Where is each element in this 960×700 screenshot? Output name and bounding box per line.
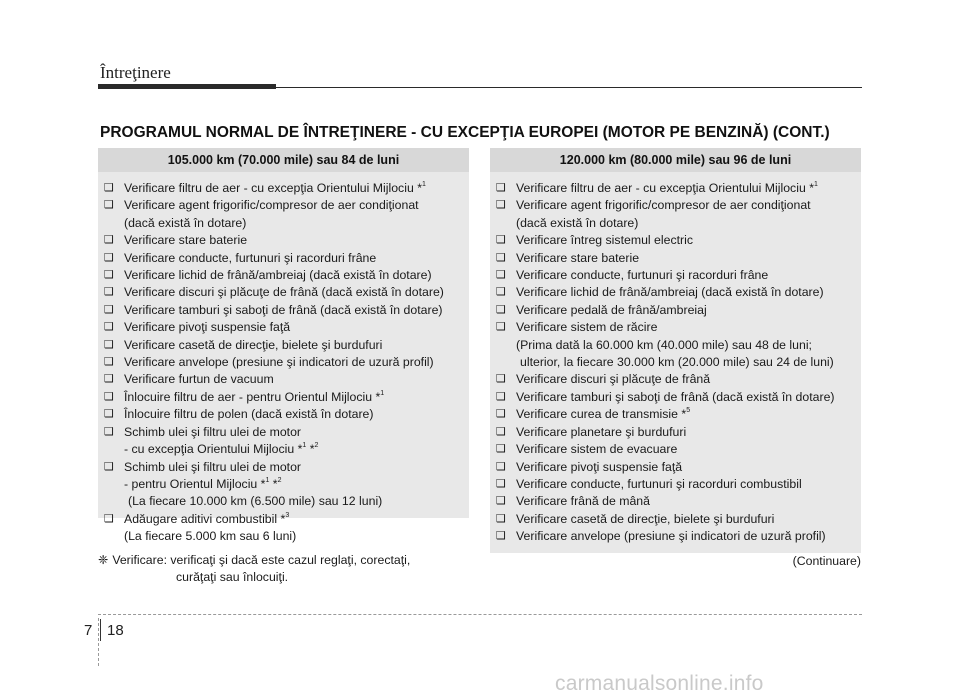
checklist-item-text: Verificare filtru de aer - cu excepţia Orientului Mijlociu *	[516, 181, 814, 195]
page-separator	[100, 619, 101, 641]
checklist-item-text: Verificare pedală de frână/ambreiaj	[516, 302, 707, 317]
checklist-item	[104, 302, 469, 319]
checklist-item-text: Verificare tamburi şi saboţi de frână (dacă există în dotare)	[124, 302, 443, 317]
checklist-item	[496, 319, 861, 371]
checkbox-icon: ❑	[496, 443, 506, 456]
checklist-item-text: Verificare furtun de vacuum	[124, 372, 274, 387]
checklist-item-text: Înlocuire filtru de aer - pentru Orientul Mijlociu *	[124, 389, 381, 404]
checklist-item-text: Verificare anvelope (presiune şi indicatori de uzură profil)	[516, 529, 826, 544]
checkbox-icon: ❑	[496, 390, 506, 403]
checklist-item-continuation	[124, 476, 469, 493]
checklist-item-text: Verificare lichid de frână/ambreiaj (dacă există în dotare)	[124, 268, 432, 283]
chapter-number: 7	[84, 622, 93, 639]
checkbox-icon: ❑	[496, 425, 506, 438]
checkbox-icon: ❑	[496, 182, 506, 194]
continue-label: (Continuare)	[792, 554, 861, 568]
page-number: 18	[107, 622, 124, 639]
checklist-item	[104, 250, 469, 267]
checkbox-icon: ❑	[104, 390, 114, 403]
right-panel	[490, 148, 861, 553]
checkbox-icon: ❑	[496, 408, 506, 421]
checkbox-icon: ❑	[104, 338, 114, 351]
checklist-item-text: Verificare anvelope (presiune şi indicatori de uzură profil)	[124, 355, 434, 370]
checklist-item-continuation: ulterior, la fiecare 30.000 km (20.000 mile) sau 24 de luni)	[520, 355, 834, 370]
checklist-item	[104, 267, 469, 284]
checklist-item-text: Verificare conducte, furtunuri şi racorduri frâne	[516, 268, 769, 283]
checkbox-icon: ❑	[104, 356, 114, 369]
checklist-item	[496, 232, 861, 249]
checkbox-icon: ❑	[104, 321, 114, 334]
checklist-item-text: Verificare agent frigorific/compresor de aer condiţionat	[516, 198, 811, 213]
checkbox-icon: ❑	[496, 286, 506, 299]
checkbox-icon: ❑	[104, 182, 114, 194]
checklist-item-text: Verificare casetă de direcţie, bielete şi burdufuri	[516, 511, 775, 526]
checklist-item-text: Verificare frână de mână	[516, 494, 650, 509]
checkbox-icon: ❑	[496, 373, 506, 386]
footnote-ref: 1	[380, 389, 385, 397]
checkbox-icon: ❑	[104, 512, 114, 525]
checkbox-icon: ❑	[104, 303, 114, 316]
continuation-text: (dacă există în dotare)	[124, 215, 247, 230]
continuation-text: (dacă există în dotare)	[516, 215, 639, 230]
checklist-item	[104, 232, 469, 249]
checkbox-icon: ❑	[104, 460, 114, 473]
checkbox-icon: ❑	[104, 408, 114, 421]
checklist-item	[496, 197, 861, 232]
checklist-item	[104, 354, 469, 371]
checklist-item-text: Verificare pivoţi suspensie faţă	[516, 459, 683, 474]
checkbox-icon: ❑	[496, 269, 506, 282]
footer-vertical-rule	[98, 618, 99, 666]
checklist-item-text: Verificare discuri şi plăcuţe de frână	[516, 372, 711, 387]
footnote	[98, 552, 470, 586]
footnote-ref: 2	[314, 442, 319, 450]
checklist-item	[104, 424, 469, 459]
checklist-item-text: Verificare pivoţi suspensie faţă	[124, 320, 291, 335]
checkbox-icon: ❑	[496, 199, 506, 212]
checkbox-icon: ❑	[104, 199, 114, 212]
checklist-item	[496, 371, 861, 388]
checklist-item	[104, 197, 469, 232]
checklist-item	[496, 284, 861, 301]
checklist-item	[104, 371, 469, 388]
right-panel-heading: 120.000 km (80.000 mile) sau 96 de luni	[490, 148, 861, 172]
checklist-item	[104, 180, 469, 197]
footnote-ref: 1	[265, 476, 270, 484]
checklist-item-continuation: (La fiecare 10.000 km (6.500 mile) sau 12 luni)	[128, 494, 383, 509]
checklist-item-text: Verificare sistem de răcire	[516, 320, 658, 335]
checklist-item	[104, 337, 469, 354]
checklist-item-text: Verificare stare baterie	[516, 250, 640, 265]
checklist-item-text: Verificare curea de transmisie *	[516, 407, 687, 422]
checklist-item	[104, 284, 469, 301]
checklist-item-continuation	[516, 215, 861, 232]
checklist-item	[496, 406, 861, 423]
right-checklist	[490, 172, 861, 546]
checklist-item-text: Verificare tamburi şi saboţi de frână (dacă există în dotare)	[516, 389, 835, 404]
checkbox-icon: ❑	[496, 460, 506, 473]
checklist-item-text: Verificare stare baterie	[124, 233, 248, 248]
checklist-item-continuation	[516, 337, 861, 354]
footnote-marker: *	[306, 442, 315, 457]
checklist-item-text: Verificare conducte, furtunuri şi racorduri frâne	[124, 250, 377, 265]
checklist-item	[104, 459, 469, 511]
checkbox-icon: ❑	[496, 512, 506, 525]
header-title: Întreţinere	[100, 63, 171, 82]
checkbox-icon: ❑	[496, 303, 506, 316]
checkbox-icon: ❑	[496, 234, 506, 247]
footnote-ref: 2	[277, 476, 282, 484]
checklist-item-continuation	[124, 528, 469, 545]
footer-rule	[98, 614, 862, 615]
checklist-item-text: Adăugare aditivi combustibil *	[124, 511, 286, 526]
left-checklist	[98, 172, 469, 546]
header-rule	[98, 84, 862, 90]
checkbox-icon: ❑	[104, 251, 114, 264]
checklist-item	[104, 406, 469, 423]
checklist-item-text: Verificare întreg sistemul electric	[516, 233, 694, 248]
footnote-ref: 3	[285, 511, 290, 519]
left-panel	[98, 148, 469, 544]
footnote-marker: *	[269, 476, 278, 491]
checklist-item-text: Verificare lichid de frână/ambreiaj (dacă există în dotare)	[516, 285, 824, 300]
checkbox-icon: ❑	[104, 425, 114, 438]
footnote-ref: 5	[686, 407, 691, 415]
continuation-text: - cu excepţia Orientului Mijlociu *	[124, 442, 303, 457]
checklist-item	[496, 459, 861, 476]
note-line-2: curăţaţi sau înlocuiţi.	[176, 570, 289, 584]
checklist-item	[496, 528, 861, 545]
checklist-item	[104, 511, 469, 546]
checkbox-icon: ❑	[104, 234, 114, 247]
watermark: carmanualsonline.info	[555, 672, 764, 695]
checkbox-icon: ❑	[496, 495, 506, 508]
checklist-item	[104, 319, 469, 336]
checkbox-icon: ❑	[104, 269, 114, 282]
checklist-item	[496, 493, 861, 510]
checklist-item-text: Schimb ulei şi filtru ulei de motor	[124, 424, 302, 439]
continuation-text: (La fiecare 5.000 km sau 6 luni)	[124, 529, 297, 544]
checklist-item-continuation	[124, 441, 469, 458]
checkbox-icon: ❑	[496, 530, 506, 543]
checklist-item-text: Verificare filtru de aer - cu excepţia Orientului Mijlociu *	[124, 181, 422, 195]
note-line-1: Verificare: verificaţi şi dacă este cazul reglaţi, corectaţi,	[112, 553, 411, 567]
checklist-item-text: Verificare agent frigorific/compresor de aer condiţionat	[124, 198, 419, 213]
section-title: PROGRAMUL NORMAL DE ÎNTREŢINERE - CU EXCEPŢIA EUROPEI (MOTOR PE BENZINĂ) (CONT.)	[100, 124, 830, 141]
continuation-text: - pentru Orientul Mijlociu *	[124, 476, 266, 491]
checklist-item	[496, 441, 861, 458]
footnote-ref: 1	[302, 442, 307, 450]
checklist-item-text: Verificare conducte, furtunuri şi racorduri combustibil	[516, 476, 802, 491]
checklist-item-text: Schimb ulei şi filtru ulei de motor	[124, 459, 302, 474]
checklist-item	[496, 511, 861, 528]
checklist-item	[496, 180, 861, 197]
checkbox-icon: ❑	[496, 321, 506, 334]
checklist-item-text: Verificare sistem de evacuare	[516, 442, 678, 457]
checklist-item	[496, 267, 861, 284]
checklist-item	[104, 389, 469, 406]
header-rule-thick	[98, 84, 276, 89]
note-symbol: ❈	[98, 553, 109, 567]
checklist-item	[496, 424, 861, 441]
checklist-item-text: Verificare discuri şi plăcuţe de frână (dacă există în dotare)	[124, 285, 444, 300]
checklist-item	[496, 476, 861, 493]
checklist-item	[496, 302, 861, 319]
checklist-item-text: Înlocuire filtru de polen (dacă există în dotare)	[124, 407, 374, 422]
footnote-ref: 1	[421, 181, 426, 188]
checklist-item-text: Verificare planetare şi burdufuri	[516, 424, 687, 439]
checklist-item-text: Verificare casetă de direcţie, bielete şi burdufuri	[124, 337, 383, 352]
checkbox-icon: ❑	[104, 373, 114, 386]
checklist-item	[496, 389, 861, 406]
left-panel-heading: 105.000 km (70.000 mile) sau 84 de luni	[98, 148, 469, 172]
checklist-item-continuation	[124, 215, 469, 232]
checkbox-icon: ❑	[496, 477, 506, 490]
checkbox-icon: ❑	[496, 251, 506, 264]
continuation-text: (Prima dată la 60.000 km (40.000 mile) sau 48 de luni;	[516, 337, 812, 352]
checkbox-icon: ❑	[104, 286, 114, 299]
footnote-ref: 1	[813, 181, 818, 188]
checklist-item	[496, 250, 861, 267]
